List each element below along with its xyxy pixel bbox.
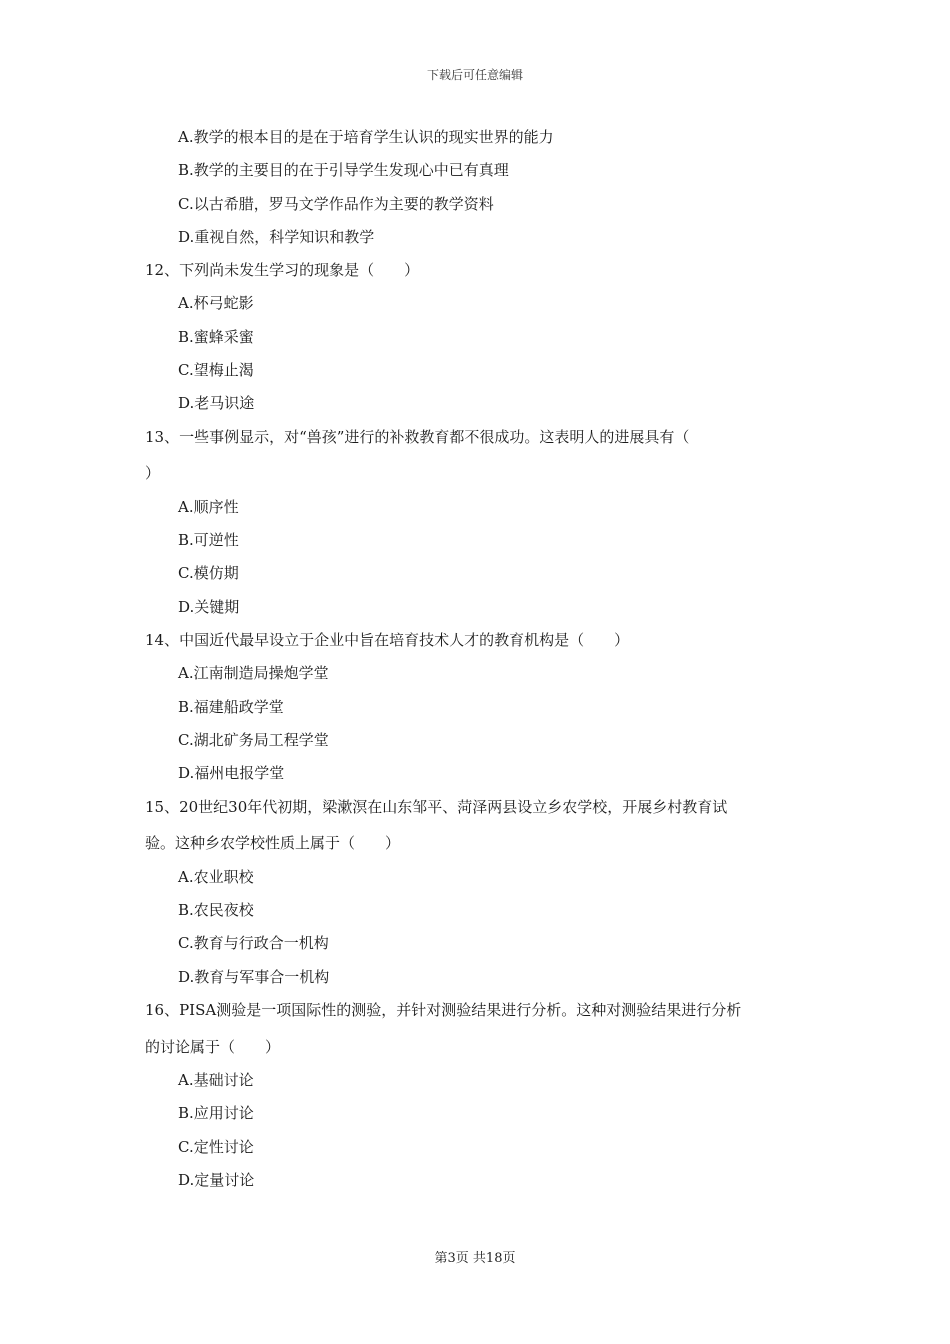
q14-option-b: B.福建船政学堂 <box>178 698 284 716</box>
q13-option-a: A.顺序性 <box>178 498 239 516</box>
option-d: D.重视自然，科学知识和教学 <box>178 228 375 246</box>
q15-option-d: D.教育与军事合一机构 <box>178 968 330 986</box>
page-header: 下载后可任意编辑 <box>426 68 523 82</box>
q14-option-c: C.湖北矿务局工程学堂 <box>178 731 329 749</box>
q16-option-d: D.定量讨论 <box>178 1171 255 1189</box>
option-a: A.教学的根本目的是在于培育学生认识的现实世界的能力 <box>178 128 554 146</box>
q15-option-b: B.农民夜校 <box>178 901 254 919</box>
option-c: C.以古希腊，罗马文学作品作为主要的教学资料 <box>178 195 494 213</box>
q15-option-a: A.农业职校 <box>178 868 254 886</box>
q16-option-c: C.定性讨论 <box>178 1138 254 1156</box>
q13-option-b: B.可逆性 <box>178 531 239 549</box>
q12-option-a: A.杯弓蛇影 <box>178 294 254 312</box>
question-15: 15、20世纪30年代初期，梁漱溟在山东邹平、菏泽两县设立乡农学校，开展乡村教育试 <box>145 798 728 816</box>
page-number: 第3页 共18页 <box>434 1251 516 1266</box>
q12-option-c: C.望梅止渴 <box>178 361 254 379</box>
q12-option-d: D.老马识途 <box>178 394 255 412</box>
q13-option-d: D.关键期 <box>178 598 240 616</box>
q13-option-c: C.模仿期 <box>178 564 239 582</box>
q12-option-b: B.蜜蜂采蜜 <box>178 328 254 346</box>
q16-option-b: B.应用讨论 <box>178 1104 254 1122</box>
question-14: 14、中国近代最早设立于企业中旨在培育技术人才的教育机构是（ ） <box>145 631 630 649</box>
question-13-cont: ） <box>145 464 161 482</box>
question-16-cont: 的讨论属于（ ） <box>145 1038 281 1056</box>
option-b: B.教学的主要目的在于引导学生发现心中已有真理 <box>178 161 509 179</box>
q14-option-d: D.福州电报学堂 <box>178 764 285 782</box>
question-13: 13、一些事例显示，对“兽孩”进行的补救教育都不很成功。这表明人的进展具有（ <box>145 428 690 446</box>
question-16: 16、PISA测验是一项国际性的测验，并针对测验结果进行分析。这种对测验结果进行分析 <box>145 1001 742 1019</box>
q16-option-a: A.基础讨论 <box>178 1071 254 1089</box>
question-12: 12、下列尚未发生学习的现象是（ ） <box>145 261 420 279</box>
question-15-cont: 验。这种乡农学校性质上属于（ ） <box>145 834 401 852</box>
q14-option-a: A.江南制造局操炮学堂 <box>178 664 329 682</box>
q15-option-c: C.教育与行政合一机构 <box>178 934 329 952</box>
